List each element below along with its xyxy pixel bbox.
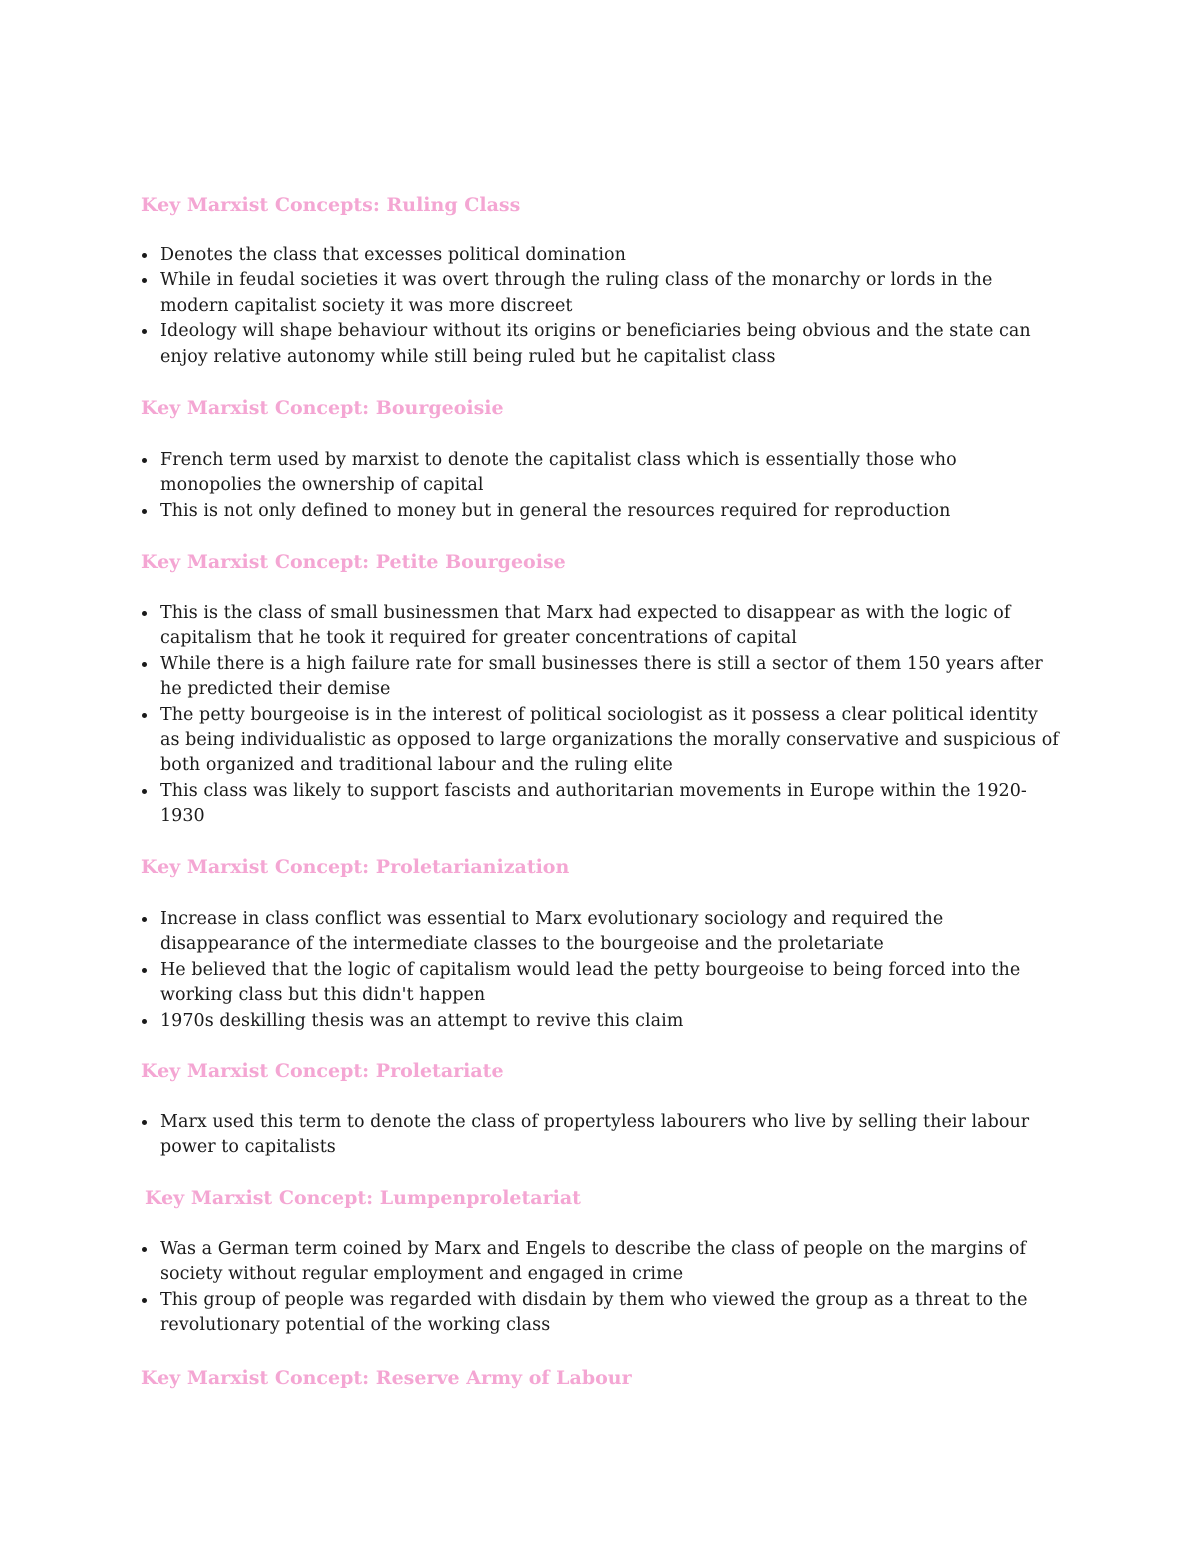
bullet-dot-icon [142,611,147,616]
list-item [141,907,1061,958]
list-item-text: Was a German term coined by Marx and Engels to describe the class of people on the margins of society without regular employment and engaged in crime [160,1239,1027,1285]
list-item-text: While there is a high failure rate for small businesses there is still a sector of them 150 years after he predicted their demise [160,653,1043,700]
section-heading: Key Marxist Concepts: Ruling Class [141,194,521,216]
section-heading: Key Marxist Concept: Lumpenproletariat [145,1187,581,1209]
list-item [141,1237,1061,1288]
section-heading: Key Marxist Concept: Petite Bourgeoise [141,551,566,573]
section-heading: Key Marxist Concept: Bourgeoisie [141,397,504,419]
list-item-text: While in feudal societies it was overt through the ruling class of the monarchy or lords in the modern capitalist society it was more discreet [160,270,993,316]
bullet-list [141,448,1061,524]
list-item [141,1009,1061,1034]
bullet-dot-icon [142,1247,147,1252]
list-item-text: This is the class of small businessmen that Marx had expected to disappear as with the logic of capitalism that he took it required for greater concentrations of capital [160,603,1011,649]
list-item [141,319,1061,370]
bullet-dot-icon [142,458,147,463]
bullet-list [141,1110,1061,1161]
list-item-text: 1970s deskilling thesis was an attempt to revive this claim [160,1010,684,1031]
bullet-dot-icon [142,509,147,514]
bullet-dot-icon [142,1019,147,1024]
bullet-dot-icon [142,662,147,667]
section-heading: Key Marxist Concept: Reserve Army of Labour [141,1367,632,1389]
list-item-text: Denotes the class that excesses political domination [160,245,626,265]
section-heading: Key Marxist Concept: Proletarianization [141,856,570,878]
list-item-text: Marx used this term to denote the class of propertyless labourers who live by selling their labour power to capitalists [160,1112,1030,1158]
bullet-dot-icon [142,278,147,283]
bullet-dot-icon [142,917,147,922]
list-item [141,958,1061,1009]
list-item [141,779,1061,830]
bullet-dot-icon [142,1120,147,1125]
list-item [141,652,1061,703]
list-item-text: Ideology will shape behaviour without its origins or beneficiaries being obvious and the state can enjoy relative autonomy while still being ruled but he capitalist class [160,321,1031,367]
list-item-text: This is not only defined to money but in general the resources required for reproduction [160,500,951,521]
bullet-list [141,907,1061,1034]
bullet-dot-icon [142,1298,147,1303]
list-item [141,601,1061,652]
bullet-dot-icon [142,329,147,334]
bullet-list [141,1237,1061,1339]
list-item [141,448,1061,499]
list-item [141,268,1061,319]
list-item [141,1110,1061,1161]
list-item [141,499,1061,524]
list-item [141,1288,1061,1339]
bullet-list [141,601,1061,830]
list-item-text: This group of people was regarded with disdain by them who viewed the group as a threat to the revolutionary potential of the working class [160,1289,1028,1336]
bullet-dot-icon [142,253,147,258]
list-item [141,243,1061,268]
list-item-text: Increase in class conflict was essential to Marx evolutionary sociology and required the disappearance of the intermediate classes to the bourgeoise and the proletariate [160,909,944,955]
bullet-dot-icon [142,968,147,973]
list-item [141,703,1061,779]
list-item-text: French term used by marxist to denote the capitalist class which is essentially those who monopolies the ownership of capital [160,450,957,496]
list-item-text: This class was likely to support fascists and authoritarian movements in Europe within the 1920-1930 [160,780,1027,827]
list-item-text: The petty bourgeoise is in the interest of political sociologist as it possess a clear political identity as being individualistic as opposed to large organizations the morally conservative and suspicious of both organized and traditional labour and the ruling elite [160,704,1059,776]
bullet-list [141,243,1061,370]
list-item-text: He believed that the logic of capitalism would lead the petty bourgeoise to being forced into the working class but this didn't happen [160,959,1021,1006]
bullet-dot-icon [142,713,147,718]
bullet-dot-icon [142,789,147,794]
section-heading: Key Marxist Concept: Proletariate [141,1060,504,1082]
